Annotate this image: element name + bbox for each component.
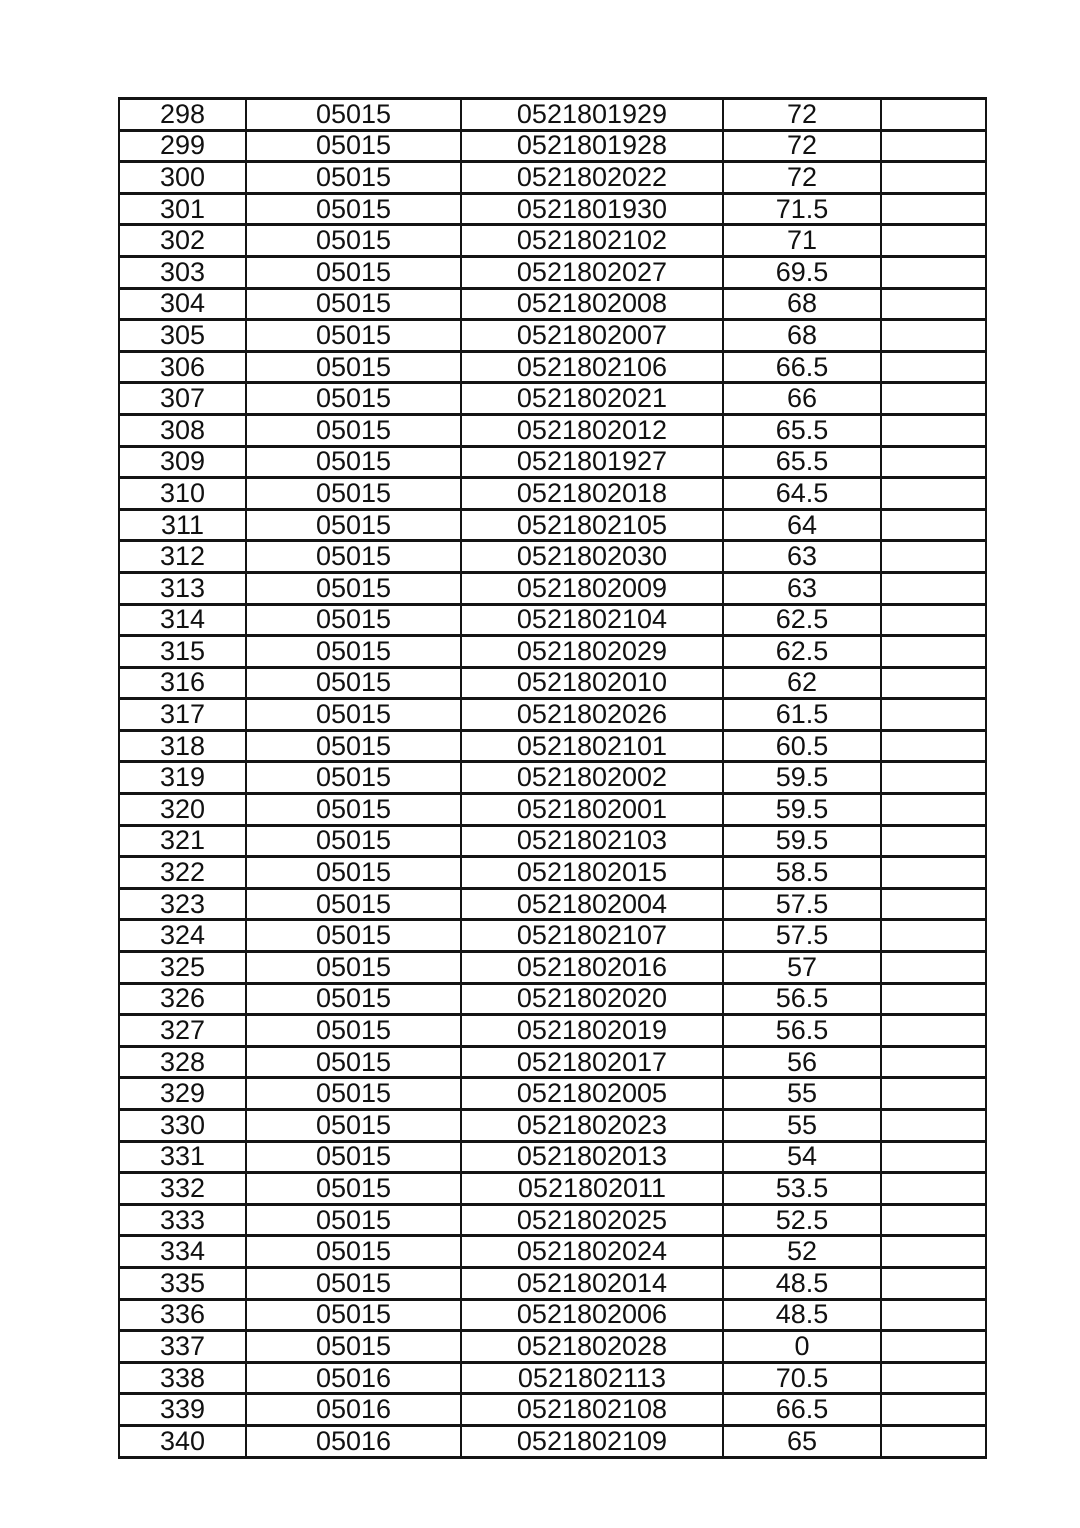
table-row bbox=[119, 509, 986, 541]
serial-number-cell: 303 bbox=[119, 256, 246, 288]
candidate-number-cell: 0521802103 bbox=[461, 825, 723, 857]
candidate-number-cell: 0521802102 bbox=[461, 225, 723, 257]
serial-number-cell: 338 bbox=[119, 1362, 246, 1394]
remarks-cell bbox=[881, 193, 986, 225]
serial-number-cell: 322 bbox=[119, 857, 246, 889]
serial-number-cell: 328 bbox=[119, 1046, 246, 1078]
unit-code-cell: 05015 bbox=[246, 762, 461, 794]
candidate-number-cell: 0521802007 bbox=[461, 320, 723, 352]
serial-number-cell: 324 bbox=[119, 920, 246, 952]
score-cell: 56.5 bbox=[723, 1015, 881, 1047]
remarks-cell bbox=[881, 478, 986, 510]
score-cell: 66.5 bbox=[723, 1394, 881, 1426]
unit-code-cell: 05015 bbox=[246, 541, 461, 573]
candidate-number-cell: 0521802018 bbox=[461, 478, 723, 510]
serial-number-cell: 309 bbox=[119, 446, 246, 478]
serial-number-cell: 336 bbox=[119, 1299, 246, 1331]
remarks-cell bbox=[881, 288, 986, 320]
remarks-cell bbox=[881, 604, 986, 636]
candidate-number-cell: 0521802005 bbox=[461, 1078, 723, 1110]
score-cell: 61.5 bbox=[723, 699, 881, 731]
remarks-cell bbox=[881, 1078, 986, 1110]
score-cell: 71.5 bbox=[723, 193, 881, 225]
serial-number-cell: 330 bbox=[119, 1110, 246, 1142]
serial-number-cell: 308 bbox=[119, 414, 246, 446]
serial-number-cell: 337 bbox=[119, 1331, 246, 1363]
score-cell: 57 bbox=[723, 952, 881, 984]
serial-number-cell: 317 bbox=[119, 699, 246, 731]
candidate-number-cell: 0521802027 bbox=[461, 256, 723, 288]
table-row bbox=[119, 857, 986, 889]
unit-code-cell: 05015 bbox=[246, 1267, 461, 1299]
score-cell: 59.5 bbox=[723, 794, 881, 826]
remarks-cell bbox=[881, 699, 986, 731]
unit-code-cell: 05015 bbox=[246, 414, 461, 446]
unit-code-cell: 05015 bbox=[246, 730, 461, 762]
table-row bbox=[119, 1299, 986, 1331]
candidate-number-cell: 0521802010 bbox=[461, 667, 723, 699]
candidate-number-cell: 0521802012 bbox=[461, 414, 723, 446]
serial-number-cell: 325 bbox=[119, 952, 246, 984]
candidate-number-cell: 0521802109 bbox=[461, 1425, 723, 1457]
score-cell: 53.5 bbox=[723, 1173, 881, 1205]
unit-code-cell: 05015 bbox=[246, 130, 461, 162]
score-cell: 56.5 bbox=[723, 983, 881, 1015]
remarks-cell bbox=[881, 256, 986, 288]
serial-number-cell: 310 bbox=[119, 478, 246, 510]
candidate-number-cell: 0521801929 bbox=[461, 99, 723, 131]
remarks-cell bbox=[881, 1173, 986, 1205]
unit-code-cell: 05015 bbox=[246, 952, 461, 984]
table-row bbox=[119, 1015, 986, 1047]
remarks-cell bbox=[881, 1236, 986, 1268]
table-row bbox=[119, 888, 986, 920]
table-row bbox=[119, 604, 986, 636]
table-row bbox=[119, 1141, 986, 1173]
serial-number-cell: 331 bbox=[119, 1141, 246, 1173]
candidate-number-cell: 0521802011 bbox=[461, 1173, 723, 1205]
table-row bbox=[119, 99, 986, 131]
remarks-cell bbox=[881, 825, 986, 857]
score-cell: 59.5 bbox=[723, 762, 881, 794]
candidate-number-cell: 0521802008 bbox=[461, 288, 723, 320]
table-row bbox=[119, 762, 986, 794]
table-row bbox=[119, 446, 986, 478]
score-cell: 48.5 bbox=[723, 1267, 881, 1299]
score-cell: 64.5 bbox=[723, 478, 881, 510]
remarks-cell bbox=[881, 952, 986, 984]
serial-number-cell: 298 bbox=[119, 99, 246, 131]
unit-code-cell: 05015 bbox=[246, 383, 461, 415]
unit-code-cell: 05015 bbox=[246, 320, 461, 352]
table-row bbox=[119, 288, 986, 320]
unit-code-cell: 05015 bbox=[246, 1204, 461, 1236]
serial-number-cell: 299 bbox=[119, 130, 246, 162]
serial-number-cell: 312 bbox=[119, 541, 246, 573]
remarks-cell bbox=[881, 730, 986, 762]
score-cell: 68 bbox=[723, 288, 881, 320]
candidate-number-cell: 0521802019 bbox=[461, 1015, 723, 1047]
score-cell: 56 bbox=[723, 1046, 881, 1078]
table-row bbox=[119, 1425, 986, 1457]
candidate-number-cell: 0521802016 bbox=[461, 952, 723, 984]
score-cell: 55 bbox=[723, 1078, 881, 1110]
serial-number-cell: 321 bbox=[119, 825, 246, 857]
table-row bbox=[119, 1078, 986, 1110]
serial-number-cell: 302 bbox=[119, 225, 246, 257]
remarks-cell bbox=[881, 1331, 986, 1363]
table-row bbox=[119, 383, 986, 415]
score-cell: 66.5 bbox=[723, 351, 881, 383]
serial-number-cell: 319 bbox=[119, 762, 246, 794]
candidate-number-cell: 0521802023 bbox=[461, 1110, 723, 1142]
serial-number-cell: 304 bbox=[119, 288, 246, 320]
score-cell: 55 bbox=[723, 1110, 881, 1142]
remarks-cell bbox=[881, 99, 986, 131]
score-cell: 65.5 bbox=[723, 414, 881, 446]
unit-code-cell: 05015 bbox=[246, 1236, 461, 1268]
unit-code-cell: 05015 bbox=[246, 857, 461, 889]
unit-code-cell: 05015 bbox=[246, 604, 461, 636]
table-row bbox=[119, 320, 986, 352]
candidate-number-cell: 0521802107 bbox=[461, 920, 723, 952]
unit-code-cell: 05016 bbox=[246, 1362, 461, 1394]
serial-number-cell: 301 bbox=[119, 193, 246, 225]
serial-number-cell: 335 bbox=[119, 1267, 246, 1299]
serial-number-cell: 339 bbox=[119, 1394, 246, 1426]
score-cell: 62 bbox=[723, 667, 881, 699]
serial-number-cell: 332 bbox=[119, 1173, 246, 1205]
score-cell: 69.5 bbox=[723, 256, 881, 288]
remarks-cell bbox=[881, 383, 986, 415]
serial-number-cell: 340 bbox=[119, 1425, 246, 1457]
unit-code-cell: 05016 bbox=[246, 1425, 461, 1457]
unit-code-cell: 05015 bbox=[246, 572, 461, 604]
score-cell: 52 bbox=[723, 1236, 881, 1268]
score-cell: 64 bbox=[723, 509, 881, 541]
score-cell: 59.5 bbox=[723, 825, 881, 857]
score-cell: 58.5 bbox=[723, 857, 881, 889]
unit-code-cell: 05015 bbox=[246, 825, 461, 857]
unit-code-cell: 05015 bbox=[246, 1078, 461, 1110]
candidate-number-cell: 0521802015 bbox=[461, 857, 723, 889]
score-cell: 48.5 bbox=[723, 1299, 881, 1331]
table-row bbox=[119, 1204, 986, 1236]
unit-code-cell: 05015 bbox=[246, 225, 461, 257]
score-cell: 62.5 bbox=[723, 604, 881, 636]
score-cell: 62.5 bbox=[723, 636, 881, 668]
table-row bbox=[119, 225, 986, 257]
remarks-cell bbox=[881, 541, 986, 573]
remarks-cell bbox=[881, 130, 986, 162]
table-row bbox=[119, 730, 986, 762]
remarks-cell bbox=[881, 667, 986, 699]
score-cell: 65 bbox=[723, 1425, 881, 1457]
remarks-cell bbox=[881, 1425, 986, 1457]
candidate-number-cell: 0521802022 bbox=[461, 162, 723, 194]
table-row bbox=[119, 1362, 986, 1394]
serial-number-cell: 327 bbox=[119, 1015, 246, 1047]
table-row bbox=[119, 541, 986, 573]
remarks-cell bbox=[881, 1110, 986, 1142]
candidate-number-cell: 0521802030 bbox=[461, 541, 723, 573]
table-row bbox=[119, 636, 986, 668]
candidate-number-cell: 0521802013 bbox=[461, 1141, 723, 1173]
remarks-cell bbox=[881, 446, 986, 478]
score-table bbox=[118, 97, 987, 1459]
remarks-cell bbox=[881, 636, 986, 668]
unit-code-cell: 05015 bbox=[246, 193, 461, 225]
score-cell: 72 bbox=[723, 99, 881, 131]
table-row bbox=[119, 1173, 986, 1205]
remarks-cell bbox=[881, 351, 986, 383]
unit-code-cell: 05015 bbox=[246, 509, 461, 541]
score-cell: 57.5 bbox=[723, 888, 881, 920]
table-row bbox=[119, 130, 986, 162]
candidate-number-cell: 0521801927 bbox=[461, 446, 723, 478]
table-body bbox=[119, 99, 986, 1458]
remarks-cell bbox=[881, 1299, 986, 1331]
candidate-number-cell: 0521802025 bbox=[461, 1204, 723, 1236]
table-row bbox=[119, 572, 986, 604]
table-row bbox=[119, 351, 986, 383]
table-row bbox=[119, 193, 986, 225]
unit-code-cell: 05015 bbox=[246, 667, 461, 699]
table-row bbox=[119, 920, 986, 952]
unit-code-cell: 05015 bbox=[246, 478, 461, 510]
remarks-cell bbox=[881, 857, 986, 889]
unit-code-cell: 05015 bbox=[246, 699, 461, 731]
unit-code-cell: 05015 bbox=[246, 162, 461, 194]
candidate-number-cell: 0521802020 bbox=[461, 983, 723, 1015]
unit-code-cell: 05015 bbox=[246, 794, 461, 826]
unit-code-cell: 05015 bbox=[246, 1110, 461, 1142]
score-cell: 65.5 bbox=[723, 446, 881, 478]
unit-code-cell: 05015 bbox=[246, 1173, 461, 1205]
candidate-number-cell: 0521802028 bbox=[461, 1331, 723, 1363]
table-row bbox=[119, 1267, 986, 1299]
remarks-cell bbox=[881, 162, 986, 194]
candidate-number-cell: 0521802024 bbox=[461, 1236, 723, 1268]
table-row bbox=[119, 1331, 986, 1363]
score-cell: 60.5 bbox=[723, 730, 881, 762]
unit-code-cell: 05015 bbox=[246, 1331, 461, 1363]
candidate-number-cell: 0521802017 bbox=[461, 1046, 723, 1078]
remarks-cell bbox=[881, 762, 986, 794]
unit-code-cell: 05015 bbox=[246, 888, 461, 920]
unit-code-cell: 05015 bbox=[246, 1141, 461, 1173]
unit-code-cell: 05015 bbox=[246, 99, 461, 131]
candidate-number-cell: 0521802106 bbox=[461, 351, 723, 383]
candidate-number-cell: 0521802004 bbox=[461, 888, 723, 920]
remarks-cell bbox=[881, 225, 986, 257]
candidate-number-cell: 0521802009 bbox=[461, 572, 723, 604]
candidate-number-cell: 0521802105 bbox=[461, 509, 723, 541]
table-row bbox=[119, 162, 986, 194]
serial-number-cell: 307 bbox=[119, 383, 246, 415]
candidate-number-cell: 0521802002 bbox=[461, 762, 723, 794]
serial-number-cell: 318 bbox=[119, 730, 246, 762]
remarks-cell bbox=[881, 509, 986, 541]
serial-number-cell: 315 bbox=[119, 636, 246, 668]
unit-code-cell: 05016 bbox=[246, 1394, 461, 1426]
serial-number-cell: 314 bbox=[119, 604, 246, 636]
candidate-number-cell: 0521801928 bbox=[461, 130, 723, 162]
serial-number-cell: 311 bbox=[119, 509, 246, 541]
table-row bbox=[119, 794, 986, 826]
candidate-number-cell: 0521802006 bbox=[461, 1299, 723, 1331]
serial-number-cell: 329 bbox=[119, 1078, 246, 1110]
serial-number-cell: 326 bbox=[119, 983, 246, 1015]
unit-code-cell: 05015 bbox=[246, 636, 461, 668]
table-row bbox=[119, 825, 986, 857]
unit-code-cell: 05015 bbox=[246, 288, 461, 320]
unit-code-cell: 05015 bbox=[246, 920, 461, 952]
remarks-cell bbox=[881, 414, 986, 446]
table-row bbox=[119, 1046, 986, 1078]
candidate-number-cell: 0521802014 bbox=[461, 1267, 723, 1299]
table-row bbox=[119, 478, 986, 510]
table-row bbox=[119, 1236, 986, 1268]
candidate-number-cell: 0521802026 bbox=[461, 699, 723, 731]
remarks-cell bbox=[881, 920, 986, 952]
score-cell: 72 bbox=[723, 162, 881, 194]
candidate-number-cell: 0521802113 bbox=[461, 1362, 723, 1394]
remarks-cell bbox=[881, 983, 986, 1015]
score-cell: 66 bbox=[723, 383, 881, 415]
unit-code-cell: 05015 bbox=[246, 1015, 461, 1047]
score-cell: 0 bbox=[723, 1331, 881, 1363]
remarks-cell bbox=[881, 1267, 986, 1299]
score-cell: 54 bbox=[723, 1141, 881, 1173]
serial-number-cell: 334 bbox=[119, 1236, 246, 1268]
table-row bbox=[119, 1110, 986, 1142]
table-row bbox=[119, 699, 986, 731]
table-row bbox=[119, 667, 986, 699]
score-cell: 57.5 bbox=[723, 920, 881, 952]
candidate-number-cell: 0521802104 bbox=[461, 604, 723, 636]
unit-code-cell: 05015 bbox=[246, 983, 461, 1015]
unit-code-cell: 05015 bbox=[246, 351, 461, 383]
score-cell: 63 bbox=[723, 572, 881, 604]
serial-number-cell: 323 bbox=[119, 888, 246, 920]
candidate-number-cell: 0521802108 bbox=[461, 1394, 723, 1426]
remarks-cell bbox=[881, 888, 986, 920]
remarks-cell bbox=[881, 1394, 986, 1426]
table-row bbox=[119, 256, 986, 288]
remarks-cell bbox=[881, 572, 986, 604]
table-row bbox=[119, 414, 986, 446]
remarks-cell bbox=[881, 1362, 986, 1394]
score-cell: 72 bbox=[723, 130, 881, 162]
candidate-number-cell: 0521801930 bbox=[461, 193, 723, 225]
serial-number-cell: 300 bbox=[119, 162, 246, 194]
table-row bbox=[119, 1394, 986, 1426]
remarks-cell bbox=[881, 320, 986, 352]
serial-number-cell: 305 bbox=[119, 320, 246, 352]
remarks-cell bbox=[881, 1141, 986, 1173]
unit-code-cell: 05015 bbox=[246, 256, 461, 288]
serial-number-cell: 316 bbox=[119, 667, 246, 699]
serial-number-cell: 313 bbox=[119, 572, 246, 604]
candidate-number-cell: 0521802021 bbox=[461, 383, 723, 415]
remarks-cell bbox=[881, 794, 986, 826]
table-row bbox=[119, 983, 986, 1015]
table-row bbox=[119, 952, 986, 984]
candidate-number-cell: 0521802001 bbox=[461, 794, 723, 826]
score-cell: 52.5 bbox=[723, 1204, 881, 1236]
score-cell: 63 bbox=[723, 541, 881, 573]
score-cell: 70.5 bbox=[723, 1362, 881, 1394]
unit-code-cell: 05015 bbox=[246, 446, 461, 478]
remarks-cell bbox=[881, 1204, 986, 1236]
serial-number-cell: 333 bbox=[119, 1204, 246, 1236]
unit-code-cell: 05015 bbox=[246, 1299, 461, 1331]
unit-code-cell: 05015 bbox=[246, 1046, 461, 1078]
score-cell: 68 bbox=[723, 320, 881, 352]
remarks-cell bbox=[881, 1015, 986, 1047]
candidate-number-cell: 0521802029 bbox=[461, 636, 723, 668]
remarks-cell bbox=[881, 1046, 986, 1078]
candidate-number-cell: 0521802101 bbox=[461, 730, 723, 762]
serial-number-cell: 306 bbox=[119, 351, 246, 383]
score-cell: 71 bbox=[723, 225, 881, 257]
serial-number-cell: 320 bbox=[119, 794, 246, 826]
